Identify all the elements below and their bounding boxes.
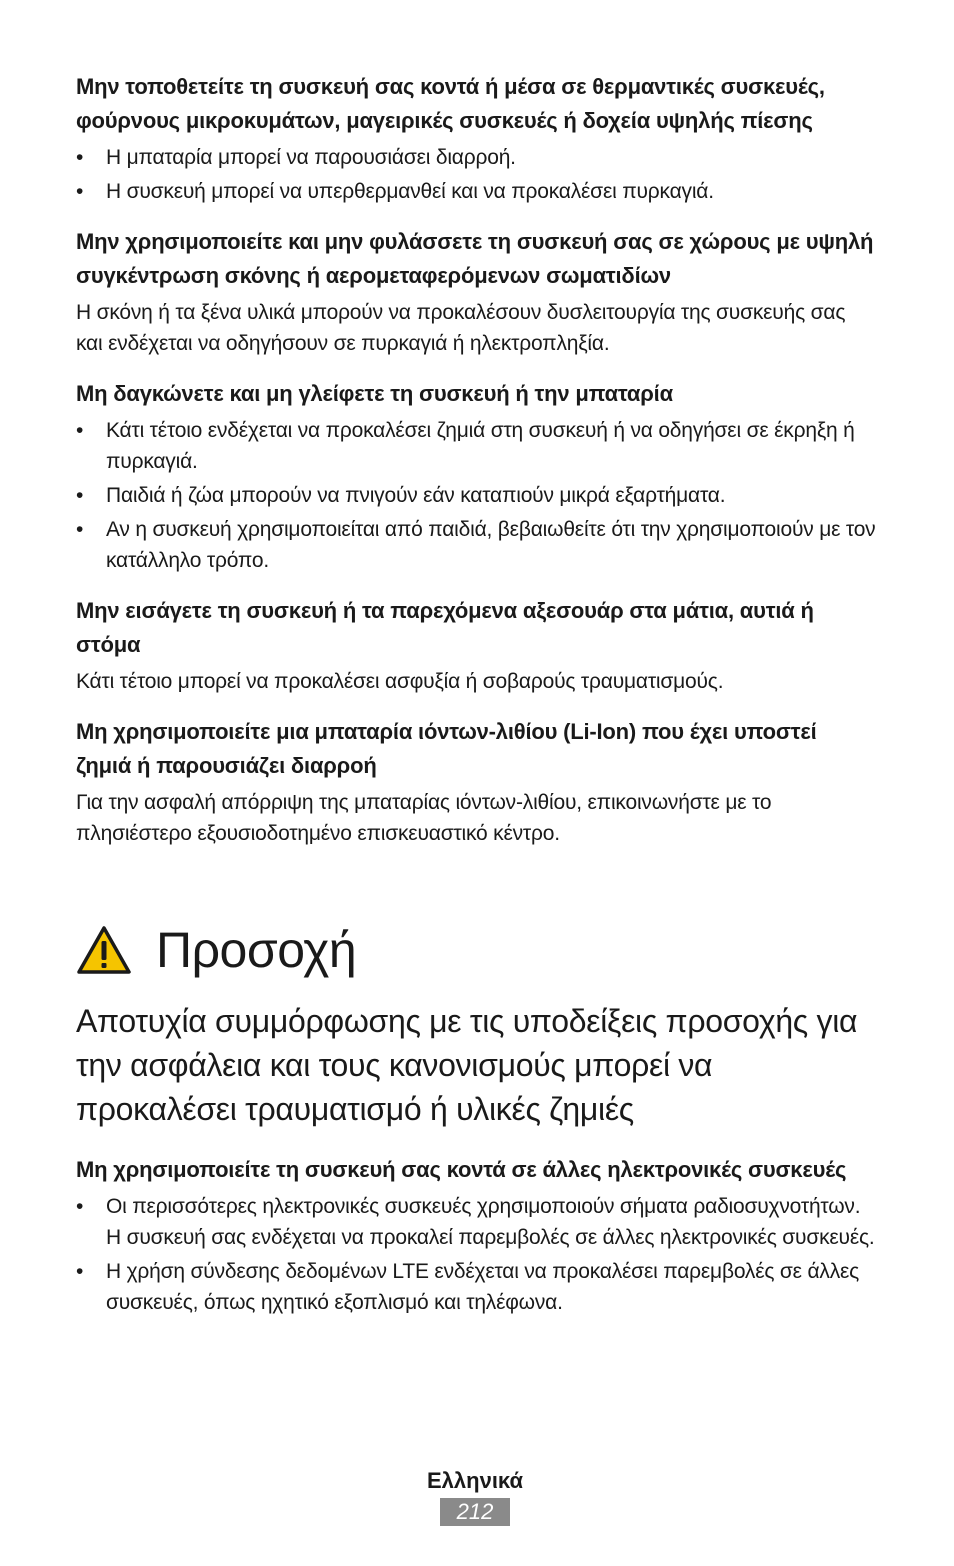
page-title: Προσοχή <box>156 922 357 978</box>
list-item: • Παιδιά ή ζώα μπορούν να πνιγούν εάν καταπιούν μικρά εξαρτήματα. <box>76 480 876 511</box>
section-text: Η σκόνη ή τα ξένα υλικά μπορούν να προκαλέσουν δυσλειτουργία της συσκευής σας και ενδέχεται να οδηγήσουν σε πυρκαγιά ή ηλεκτροπληξία. <box>76 301 846 355</box>
section-eyes-ears-mouth <box>76 594 876 697</box>
bullet-icon: • <box>76 146 84 169</box>
page-footer <box>0 1466 954 1526</box>
section-biting <box>76 377 876 576</box>
footer-language: Ελληνικά <box>427 1468 523 1493</box>
section-damaged-battery <box>76 715 876 849</box>
page-number: 212 <box>440 1498 510 1526</box>
list-item: • Κάτι τέτοιο ενδέχεται να προκαλέσει ζημιά στη συσκευή ή να οδηγήσει σε έκρηξη ή πυρκαγιά. <box>76 415 876 477</box>
list-item: • Η χρήση σύνδεσης δεδομένων LTE ενδέχεται να προκαλέσει παρεμβολές σε άλλες συσκευές, όπως ηχητικό εξοπλισμό και τηλέφωνα. <box>76 1256 876 1318</box>
caution-subtitle: Αποτυχία συμμόρφωσης με τις υποδείξεις προσοχής για την ασφάλεια και τους κανονισμούς μπορεί να προκαλέσει τραυματισμό ή υλικές ζημιές <box>76 1003 858 1127</box>
bullet-list <box>76 142 876 207</box>
bullet-list <box>76 415 876 576</box>
section-dust <box>76 225 876 359</box>
section-heating-devices <box>76 70 876 207</box>
list-item: • Η μπαταρία μπορεί να παρουσιάσει διαρροή. <box>76 142 876 173</box>
bullet-icon: • <box>76 518 84 541</box>
bullet-icon: • <box>76 1195 84 1218</box>
section-heading: Μην χρησιμοποιείτε και μην φυλάσσετε τη συσκευή σας σε χώρους με υψηλή συγκέντρωση σκόνης ή αερομεταφερόμενων σωματιδίων <box>76 229 874 288</box>
section-heading: Μην τοποθετείτε τη συσκευή σας κοντά ή μέσα σε θερμαντικές συσκευές, φούρνους μικροκυμάτων, μαγειρικές συσκευές ή δοχεία υψηλής πίεσης <box>76 74 825 133</box>
caution-title-row <box>76 915 876 985</box>
section-text: Για την ασφαλή απόρριψη της μπαταρίας ιόντων-λιθίου, επικοινωνήστε με το πλησιέστερο εξουσιοδοτημένο επισκευαστικό κέντρο. <box>76 791 772 845</box>
bullet-icon: • <box>76 484 84 507</box>
bullet-icon: • <box>76 1260 84 1283</box>
section-heading: Μη χρησιμοποιείτε τη συσκευή σας κοντά σε άλλες ηλεκτρονικές συσκευές <box>76 1157 847 1182</box>
bullet-list <box>76 1191 876 1318</box>
bullet-icon: • <box>76 419 84 442</box>
section-heading: Μη χρησιμοποιείτε μια μπαταρία ιόντων-λιθίου (Li-Ion) που έχει υποστεί ζημιά ή παρουσιάζει διαρροή <box>76 719 817 778</box>
section-heading: Μη δαγκώνετε και μη γλείφετε τη συσκευή ή την μπαταρία <box>76 381 673 406</box>
warning-triangle-icon <box>76 925 132 975</box>
list-item: • Αν η συσκευή χρησιμοποιείται από παιδιά, βεβαιωθείτε ότι την χρησιμοποιούν με τον κατάλληλο τρόπο. <box>76 514 876 576</box>
list-item: • Οι περισσότερες ηλεκτρονικές συσκευές χρησιμοποιούν σήματα ραδιοσυχνοτήτων. Η συσκευή σας ενδέχεται να προκαλεί παρεμβολές σε άλλες ηλεκτρονικές συσκευές. <box>76 1191 876 1253</box>
list-item: • Η συσκευή μπορεί να υπερθερμανθεί και να προκαλέσει πυρκαγιά. <box>76 176 876 207</box>
bullet-icon: • <box>76 180 84 203</box>
section-heading: Μην εισάγετε τη συσκευή ή τα παρεχόμενα αξεσουάρ στα μάτια, αυτιά ή στόμα <box>76 598 814 657</box>
manual-page <box>76 70 876 1336</box>
section-text: Κάτι τέτοιο μπορεί να προκαλέσει ασφυξία ή σοβαρούς τραυματισμούς. <box>76 670 724 693</box>
section-other-electronics <box>76 1153 876 1318</box>
